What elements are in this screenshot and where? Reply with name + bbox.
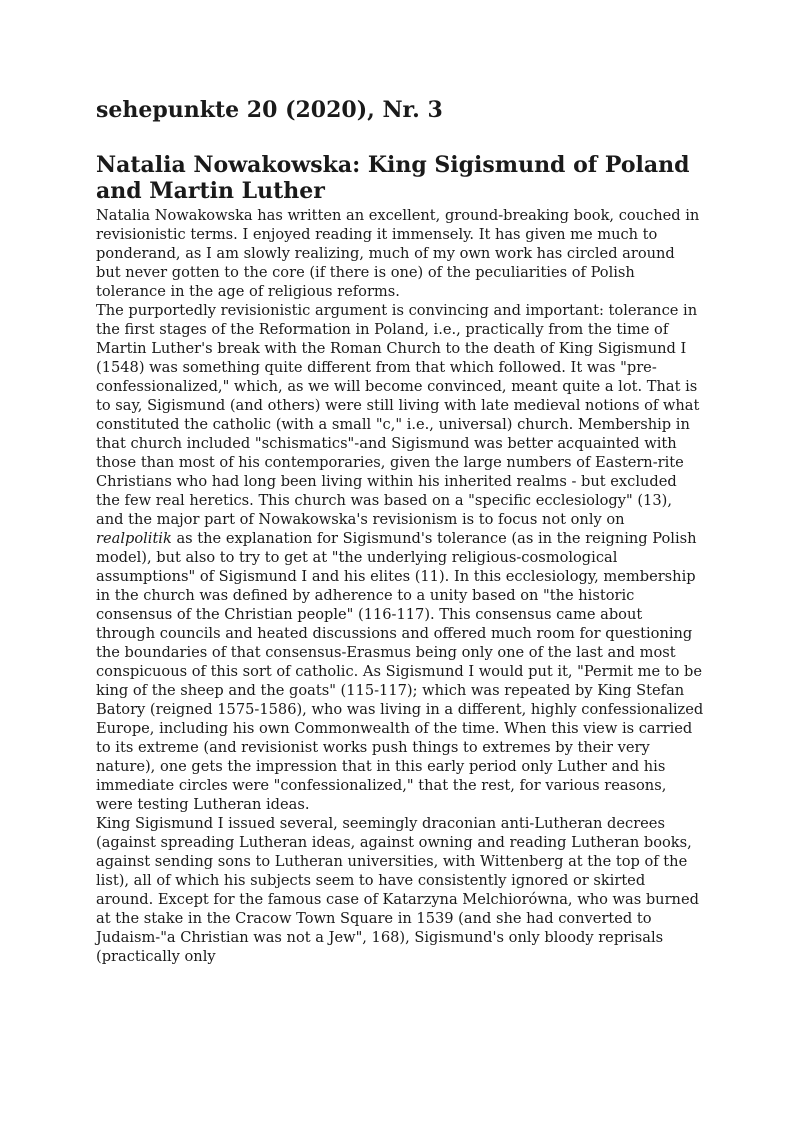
- document-page: [96, 96, 704, 966]
- italic-term: realpolitik: [96, 530, 172, 547]
- paragraph-2: [96, 301, 704, 814]
- article-body: [96, 206, 704, 966]
- paragraph-3: King Sigismund I issued several, seemingly draconian anti-Lutheran decrees (against spreading Lutheran ideas, against owning and reading Lutheran books, against sending sons to Lutheran universities, with Wittenberg at the top of the list), all of which his subjects seem to have consistently ignored or skirted around. Except for the famous case of Katarzyna Melchiorówna, who was burned at the stake in the Cracow Town Square in 1539 (and she had converted to Judaism-"a Christian was not a Jew", 168), Sigismund's only bloody reprisals (practically only: [96, 815, 699, 965]
- journal-heading: sehepunkte 20 (2020), Nr. 3: [96, 97, 443, 123]
- paragraph-2-continued: as the explanation for Sigismund's tolerance (as in the reigning Polish model), but also to try to get at "the underlying religious-cosmological assumptions" of Sigismund I and his elites (11). In this ecclesiology, membership in the church was defined by adherence to a unity based on "the historic consensus of the Christian people" (116-117). This consensus came about through councils and heated discussions and offered much room for questioning the boundaries of that consensus-Erasmus being only one of the last and most conspicuous of this sort of catholic. As Sigismund I would put it, "Permit me to be king of the sheep and the goats" (115-117); which was repeated by King Stefan Batory (reigned 1575-1586), who was living in a different, highly confessionalized Europe, including his own Commonwealth of the time. When this view is carried to its extreme (and revisionist works push things to extremes by their very nature), one gets the impression that in this early period only Luther and his immediate circles were "confessionalized," that the rest, for various reasons, were testing Lutheran ideas.: [96, 530, 704, 813]
- article-title: Natalia Nowakowska: King Sigismund of Poland and Martin Luther: [96, 152, 690, 204]
- paragraph-1: Natalia Nowakowska has written an excellent, ground-breaking book, couched in revisionistic terms. I enjoyed reading it immensely. It has given me much to ponderand, as I am slowly realizing, much of my own work has circled around but never gotten to the core (if there is one) of the peculiarities of Polish tolerance in the age of religious reforms.: [96, 207, 700, 300]
- paragraph-2-text: The purportedly revisionistic argument is convincing and important: tolerance in the first stages of the Reformation in Poland, i.e., practically from the time of Martin Luther's break with the Roman Church to the death of King Sigismund I (1548) was something quite different from that which followed. It was "pre-confessionalized," which, as we will become convinced, meant quite a lot. That is to say, Sigismund (and others) were still living with late medieval notions of what constituted the catholic (with a small "c," i.e., universal) church. Membership in that church included "schismatics"-and Sigismund was better acquainted with those than most of his contemporaries, given the large numbers of Eastern-rite Christians who had long been living within his inherited realms - but excluded the few real heretics. This church was based on a "specific ecclesiology" (13), and the major part of Nowakowska's revisionism is to focus not only on: [96, 302, 700, 528]
